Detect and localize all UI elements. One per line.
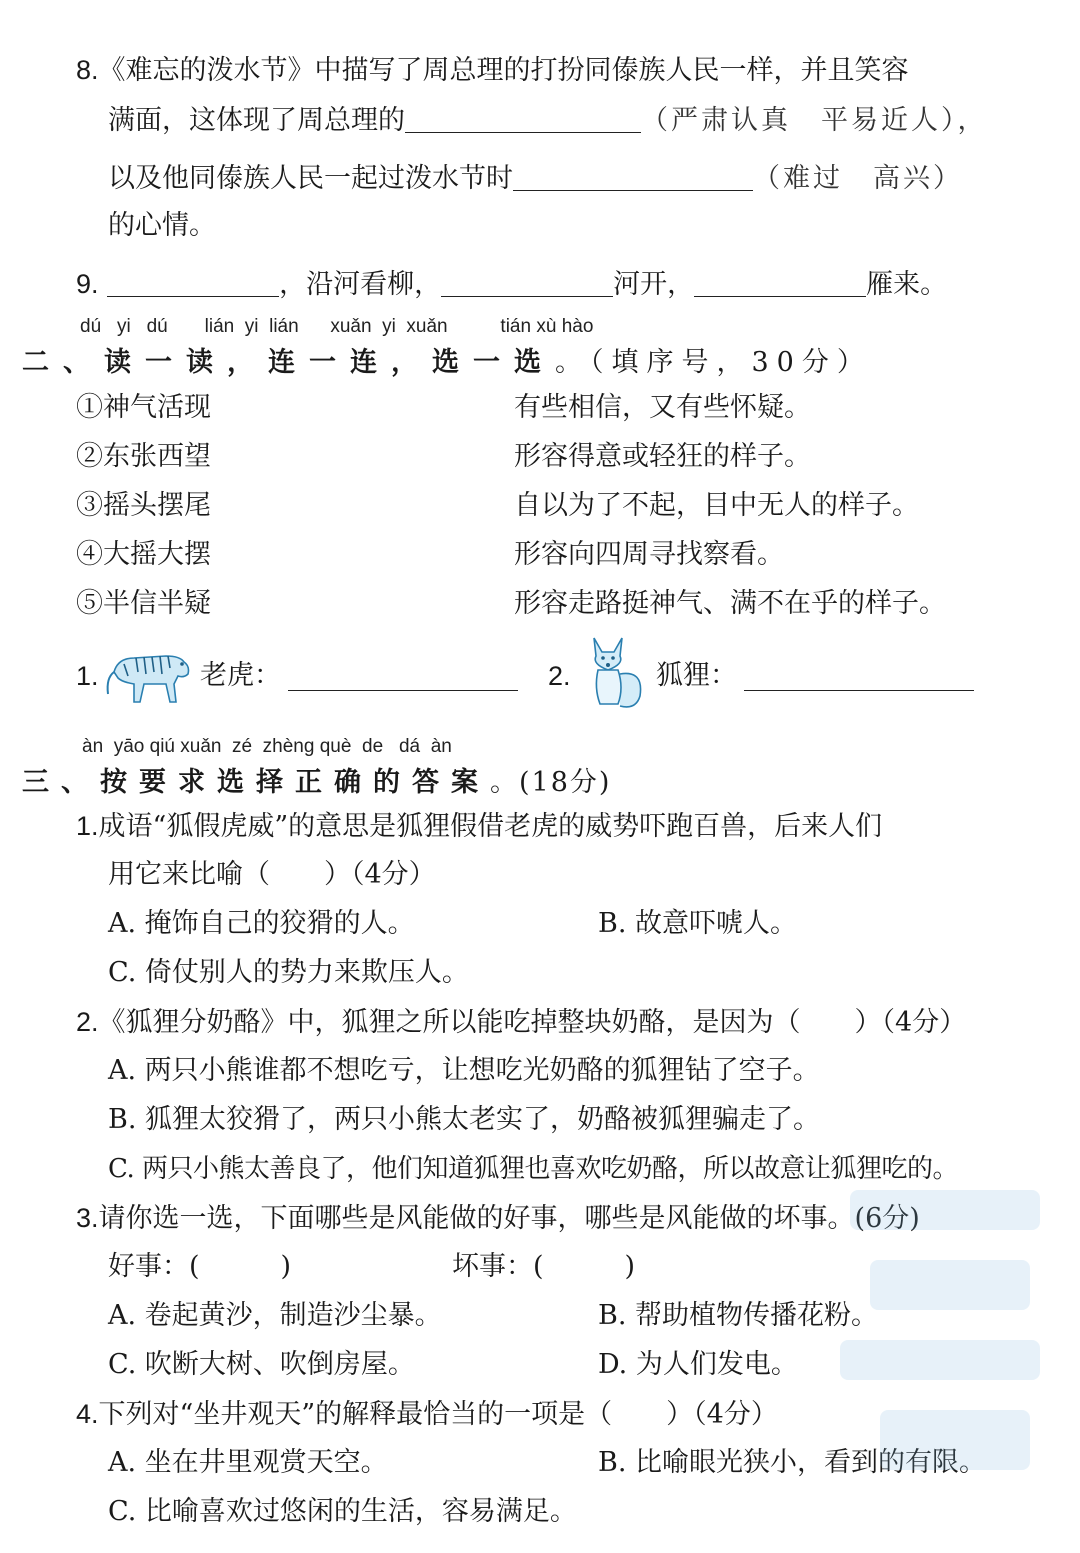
- idiom-2: ②东张西望: [76, 441, 211, 472]
- pinyin-que: què: [319, 736, 352, 757]
- s3-q4-option-c[interactable]: C. 比喻喜欢过悠闲的生活，容易满足。: [108, 1496, 577, 1527]
- s3-q4-line1: [76, 1396, 778, 1433]
- s3-q4-option-a[interactable]: A. 坐在井里观赏天空。: [108, 1447, 388, 1478]
- q8-line3: [108, 160, 963, 197]
- pinyin-xuan: xuǎn: [406, 316, 448, 337]
- q9-text-1: ，沿河看柳，: [279, 269, 442, 300]
- q8-blank-2[interactable]: [513, 160, 753, 191]
- q9-text-2: 河开，: [613, 269, 695, 300]
- s3-q1-line1: [76, 808, 882, 845]
- meaning-4: 形容向四周寻找察看。: [514, 539, 784, 570]
- s3-q2-number: 2.: [76, 1007, 99, 1037]
- s3-q3-line1: [76, 1200, 920, 1237]
- meaning-3: 自以为了不起，目中无人的样子。: [514, 490, 919, 521]
- section3-title: 三、按要求选择正确的答案: [22, 767, 490, 798]
- s3-q2-option-a[interactable]: A. 两只小熊谁都不想吃亏，让想吃光奶酪的狐狸钻了空子。: [108, 1055, 820, 1086]
- tiger-label: 老虎：: [200, 660, 281, 691]
- tiger-icon: [104, 638, 194, 710]
- q9-blank-2[interactable]: [441, 266, 613, 297]
- s3-q1-option-c[interactable]: C. 倚仗别人的势力来欺压人。: [108, 957, 469, 988]
- pinyin-qiu: qiú: [149, 736, 175, 757]
- pinyin-ze: zé: [232, 736, 253, 757]
- fox-label: 狐狸：: [656, 660, 737, 691]
- fox-icon: [580, 634, 646, 712]
- pinyin-zheng: zhèng: [262, 736, 315, 757]
- s3-q4-option-b[interactable]: B. 比喻眼光狭小，看到的有限。: [598, 1447, 987, 1478]
- section2-title: 二、读一读，连一连，选一选: [22, 347, 555, 378]
- s3-q1-option-a[interactable]: A. 掩饰自己的狡猾的人。: [108, 908, 415, 939]
- pinyin-xu: xù: [536, 316, 557, 337]
- pinyin-yi: yi: [382, 316, 396, 337]
- q9-line: [76, 266, 947, 303]
- pinyin-yi: yi: [116, 316, 131, 337]
- idiom-5: ⑤半信半疑: [76, 588, 211, 619]
- q9-number: 9.: [76, 269, 99, 299]
- pinyin-du: dú: [80, 316, 102, 337]
- s3-q3-number: 3.: [76, 1203, 99, 1233]
- s3-q3-option-a[interactable]: A. 卷起黄沙，制造沙尘暴。: [108, 1300, 442, 1331]
- meaning-5: 形容走路挺神气、满不在乎的样子。: [514, 588, 946, 619]
- s3-q1-text-1: 成语“狐假虎威”的意思是狐狸假借老虎的威势吓跑百兽，后来人们: [98, 811, 883, 842]
- idiom-4: ④大摇大摆: [76, 539, 211, 570]
- pinyin-xuan: xuǎn: [180, 736, 222, 757]
- meaning-1: 有些相信，又有些怀疑。: [514, 392, 811, 423]
- q8-line1: [76, 52, 909, 89]
- q8-blank-1[interactable]: [405, 102, 641, 133]
- idiom-3: ③摇头摆尾: [76, 490, 211, 521]
- pinyin-xuan: xuǎn: [330, 316, 372, 337]
- meaning-2: 形容得意或轻狂的样子。: [514, 441, 811, 472]
- s3-q3-option-c[interactable]: C. 吹断大树、吹倒房屋。: [108, 1349, 415, 1380]
- q8-options-2: （难过 高兴）: [753, 163, 963, 194]
- s3-q1-number: 1.: [76, 811, 99, 841]
- section3-title-line: [22, 760, 611, 799]
- s3-q2-line1: [76, 1004, 966, 1041]
- pinyin-lian: lián: [269, 316, 299, 337]
- tiger-number: 1.: [76, 661, 99, 691]
- q8-line2: [108, 102, 988, 139]
- fox-answer-blank[interactable]: [744, 660, 974, 691]
- s3-q2-option-c[interactable]: C. 两只小熊太善良了，他们知道狐狸也喜欢吃奶酪，所以故意让狐狸吃的。: [108, 1154, 958, 1184]
- s3-q2-option-b[interactable]: B. 狐狸太狡猾了，两只小熊太老实了，奶酪被狐狸骗走了。: [108, 1104, 821, 1135]
- watermark-decoration: [830, 1170, 1060, 1520]
- pinyin-an: àn: [82, 736, 104, 757]
- s3-q2-text-1: 《狐狸分奶酪》中，狐狸之所以能吃掉整块奶酪，是因为（ ）（4分）: [98, 1007, 967, 1038]
- s3-q1-line2: 用它来比喻（ ）（4分）: [108, 859, 436, 890]
- s3-q3-option-b[interactable]: B. 帮助植物传播花粉。: [598, 1300, 879, 1331]
- q8-options-1: （严肃认真 平易近人），: [641, 105, 988, 136]
- s3-q3-good-answer[interactable]: 好事：( ): [108, 1251, 292, 1282]
- s3-q4-text-1: 下列对“坐井观天”的解释最恰当的一项是（ ）（4分）: [98, 1399, 778, 1430]
- pinyin-tian: tián: [500, 316, 532, 337]
- section3-pinyin-row: [82, 736, 452, 758]
- pinyin-de: de: [362, 736, 384, 757]
- pinyin-lian: lián: [204, 316, 235, 337]
- q8-text-line1: 《难忘的泼水节》中描写了周总理的打扮同傣族人民一样，并且笑容: [98, 55, 909, 86]
- s3-q3-text-1: 请你选一选，下面哪些是风能做的好事，哪些是风能做的坏事。(6分): [98, 1203, 920, 1234]
- tiger-answer-blank[interactable]: [288, 660, 518, 691]
- pinyin-an: àn: [430, 736, 452, 757]
- pinyin-hao: hào: [561, 316, 594, 337]
- section2-title-line: [22, 340, 872, 379]
- q9-text-3: 雁来。: [866, 269, 948, 300]
- idiom-1: ①神气活现: [76, 392, 211, 423]
- q8-number: 8.: [76, 55, 99, 85]
- q8-line4: 的心情。: [108, 210, 216, 241]
- section2-note: 。（填序号，30分）: [555, 347, 872, 378]
- s3-q3-bad-answer[interactable]: 坏事：( ): [452, 1251, 636, 1282]
- fox-number: 2.: [548, 661, 571, 691]
- section2-pinyin-row: [80, 316, 593, 338]
- pinyin-da: dá: [398, 736, 421, 757]
- section3-note: 。(18分): [490, 767, 612, 798]
- q8-text-line2: 满面，这体现了周总理的: [108, 105, 405, 136]
- q9-blank-3[interactable]: [694, 266, 866, 297]
- pinyin-yi: yi: [244, 316, 259, 337]
- pinyin-du: dú: [146, 316, 168, 337]
- q9-blank-1[interactable]: [107, 266, 279, 297]
- s3-q1-option-b[interactable]: B. 故意吓唬人。: [598, 908, 798, 939]
- pinyin-yao: yāo: [113, 736, 145, 757]
- s3-q3-option-d[interactable]: D. 为人们发电。: [598, 1349, 798, 1380]
- q8-text-line3: 以及他同傣族人民一起过泼水节时: [108, 163, 513, 194]
- s3-q4-number: 4.: [76, 1399, 99, 1429]
